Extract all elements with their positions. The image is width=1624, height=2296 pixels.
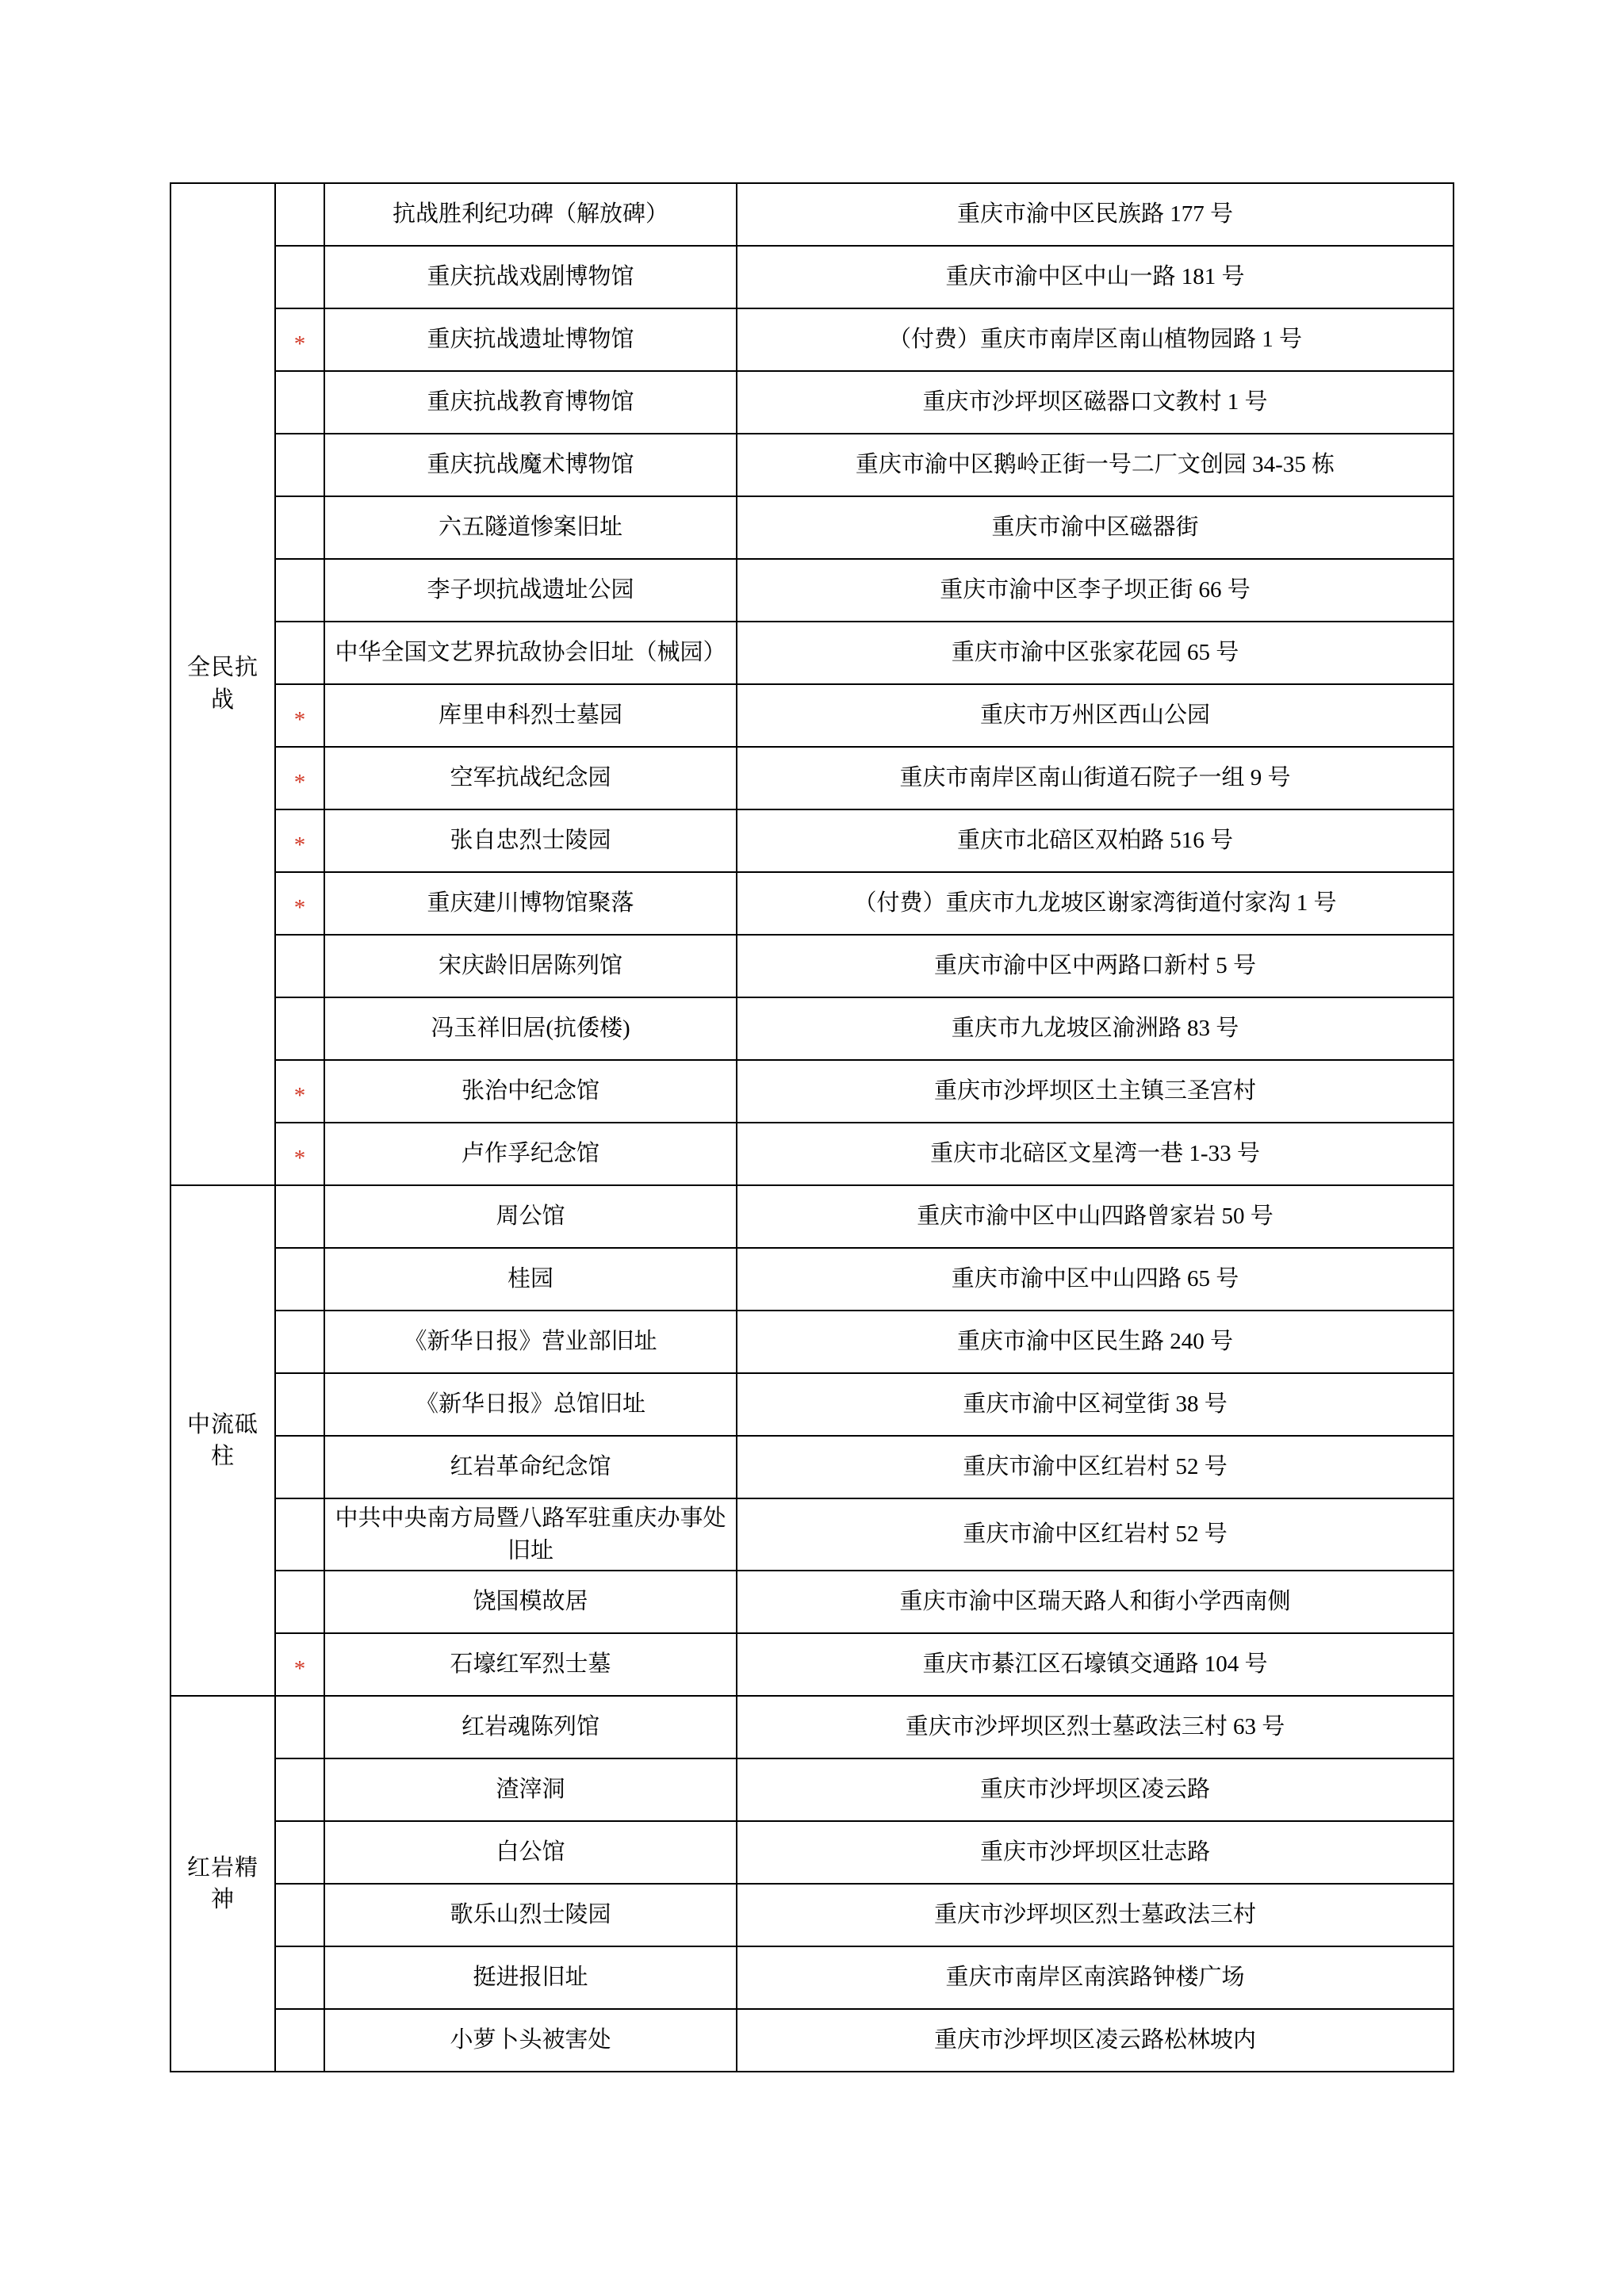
site-name-cell: 冯玉祥旧居(抗倭楼) bbox=[324, 997, 737, 1060]
star-empty-cell bbox=[275, 1436, 324, 1498]
site-address-cell: 重庆市渝中区中山四路曾家岩 50 号 bbox=[737, 1185, 1454, 1248]
site-name-cell: 张自忠烈士陵园 bbox=[324, 809, 737, 872]
table-row bbox=[170, 1248, 1454, 1311]
site-address-cell: 重庆市渝中区祠堂街 38 号 bbox=[737, 1373, 1454, 1436]
star-empty-cell bbox=[275, 1248, 324, 1311]
site-address-cell: 重庆市北碚区文星湾一巷 1-33 号 bbox=[737, 1123, 1454, 1185]
table-row bbox=[170, 434, 1454, 496]
site-address-cell: 重庆市渝中区红岩村 52 号 bbox=[737, 1498, 1454, 1571]
site-name-cell: 重庆建川博物馆聚落 bbox=[324, 872, 737, 935]
site-address-cell: 重庆市沙坪坝区凌云路松林坡内 bbox=[737, 2009, 1454, 2072]
site-address-cell: 重庆市沙坪坝区土主镇三圣宫村 bbox=[737, 1060, 1454, 1123]
site-address-cell: （付费）重庆市九龙坡区谢家湾街道付家沟 1 号 bbox=[737, 872, 1454, 935]
site-name-cell: 挺进报旧址 bbox=[324, 1946, 737, 2009]
table-row bbox=[170, 1884, 1454, 1946]
asterisk-icon: * bbox=[293, 331, 306, 358]
site-address-cell: 重庆市南岸区南滨路钟楼广场 bbox=[737, 1946, 1454, 2009]
table-row bbox=[170, 308, 1454, 371]
table-row bbox=[170, 1436, 1454, 1498]
site-name-cell: 红岩革命纪念馆 bbox=[324, 1436, 737, 1498]
star-empty-cell bbox=[275, 935, 324, 997]
site-name-cell: 红岩魂陈列馆 bbox=[324, 1696, 737, 1758]
site-address-cell: 重庆市沙坪坝区烈士墓政法三村 63 号 bbox=[737, 1696, 1454, 1758]
site-address-cell: 重庆市渝中区鹅岭正街一号二厂文创园 34-35 栋 bbox=[737, 434, 1454, 496]
site-name-cell: 重庆抗战遗址博物馆 bbox=[324, 308, 737, 371]
star-empty-cell bbox=[275, 1498, 324, 1571]
site-name-cell: 石壕红军烈士墓 bbox=[324, 1633, 737, 1696]
star-empty-cell bbox=[275, 559, 324, 622]
table-row bbox=[170, 1373, 1454, 1436]
site-name-cell: 抗战胜利纪功碑（解放碑） bbox=[324, 183, 737, 246]
site-address-cell: 重庆市渝中区红岩村 52 号 bbox=[737, 1436, 1454, 1498]
asterisk-icon: * bbox=[293, 832, 306, 859]
star-marker-cell bbox=[275, 1633, 324, 1696]
star-empty-cell bbox=[275, 246, 324, 308]
star-empty-cell bbox=[275, 496, 324, 559]
site-name-cell: 《新华日报》总馆旧址 bbox=[324, 1373, 737, 1436]
category-cell: 红岩精神 bbox=[170, 1696, 275, 2072]
star-marker-cell bbox=[275, 1060, 324, 1123]
site-name-cell: 六五隧道惨案旧址 bbox=[324, 496, 737, 559]
star-marker-cell bbox=[275, 1123, 324, 1185]
table-row bbox=[170, 684, 1454, 747]
site-name-cell: 白公馆 bbox=[324, 1821, 737, 1884]
category-cell: 全民抗战 bbox=[170, 183, 275, 1185]
star-empty-cell bbox=[275, 1571, 324, 1633]
table-row bbox=[170, 1060, 1454, 1123]
star-empty-cell bbox=[275, 622, 324, 684]
star-marker-cell bbox=[275, 308, 324, 371]
star-empty-cell bbox=[275, 997, 324, 1060]
star-empty-cell bbox=[275, 1884, 324, 1946]
site-address-cell: 重庆市南岸区南山街道石院子一组 9 号 bbox=[737, 747, 1454, 809]
site-name-cell: 歌乐山烈士陵园 bbox=[324, 1884, 737, 1946]
table-row bbox=[170, 1123, 1454, 1185]
site-address-cell: 重庆市綦江区石壕镇交通路 104 号 bbox=[737, 1633, 1454, 1696]
site-address-cell: 重庆市渝中区中两路口新村 5 号 bbox=[737, 935, 1454, 997]
table-row bbox=[170, 872, 1454, 935]
asterisk-icon: * bbox=[293, 1146, 306, 1172]
site-name-cell: 重庆抗战魔术博物馆 bbox=[324, 434, 737, 496]
table-row bbox=[170, 246, 1454, 308]
table-row bbox=[170, 747, 1454, 809]
table-row bbox=[170, 1311, 1454, 1373]
table-row bbox=[170, 183, 1454, 246]
asterisk-icon: * bbox=[293, 1656, 306, 1682]
site-address-cell: 重庆市渝中区瑞天路人和街小学西南侧 bbox=[737, 1571, 1454, 1633]
star-empty-cell bbox=[275, 1311, 324, 1373]
site-name-cell: 桂园 bbox=[324, 1248, 737, 1311]
star-empty-cell bbox=[275, 1946, 324, 2009]
site-address-cell: 重庆市沙坪坝区烈士墓政法三村 bbox=[737, 1884, 1454, 1946]
site-address-cell: 重庆市渝中区中山一路 181 号 bbox=[737, 246, 1454, 308]
site-address-cell: 重庆市九龙坡区渝洲路 83 号 bbox=[737, 997, 1454, 1060]
table-row bbox=[170, 2009, 1454, 2072]
table-row bbox=[170, 1185, 1454, 1248]
sites-table bbox=[170, 182, 1454, 2072]
table-row bbox=[170, 371, 1454, 434]
table-row bbox=[170, 622, 1454, 684]
site-name-cell: 中共中央南方局暨八路军驻重庆办事处旧址 bbox=[324, 1498, 737, 1571]
asterisk-icon: * bbox=[293, 1083, 306, 1109]
site-name-cell: 卢作孚纪念馆 bbox=[324, 1123, 737, 1185]
table-row bbox=[170, 997, 1454, 1060]
site-name-cell: 重庆抗战教育博物馆 bbox=[324, 371, 737, 434]
table-row bbox=[170, 1758, 1454, 1821]
category-cell: 中流砥柱 bbox=[170, 1185, 275, 1696]
table-row bbox=[170, 1946, 1454, 2009]
table-row bbox=[170, 496, 1454, 559]
site-address-cell: （付费）重庆市南岸区南山植物园路 1 号 bbox=[737, 308, 1454, 371]
site-address-cell: 重庆市渝中区张家花园 65 号 bbox=[737, 622, 1454, 684]
site-name-cell: 小萝卜头被害处 bbox=[324, 2009, 737, 2072]
table-row bbox=[170, 1821, 1454, 1884]
table-row bbox=[170, 1571, 1454, 1633]
site-address-cell: 重庆市渝中区民生路 240 号 bbox=[737, 1311, 1454, 1373]
site-address-cell: 重庆市渝中区磁器街 bbox=[737, 496, 1454, 559]
table-row bbox=[170, 559, 1454, 622]
star-empty-cell bbox=[275, 371, 324, 434]
site-name-cell: 李子坝抗战遗址公园 bbox=[324, 559, 737, 622]
table-row bbox=[170, 809, 1454, 872]
site-name-cell: 渣滓洞 bbox=[324, 1758, 737, 1821]
site-address-cell: 重庆市渝中区民族路 177 号 bbox=[737, 183, 1454, 246]
table-body bbox=[170, 183, 1454, 2072]
table-row bbox=[170, 1696, 1454, 1758]
site-name-cell: 空军抗战纪念园 bbox=[324, 747, 737, 809]
site-address-cell: 重庆市北碚区双柏路 516 号 bbox=[737, 809, 1454, 872]
table-row bbox=[170, 1633, 1454, 1696]
site-address-cell: 重庆市渝中区李子坝正街 66 号 bbox=[737, 559, 1454, 622]
star-empty-cell bbox=[275, 1758, 324, 1821]
asterisk-icon: * bbox=[293, 707, 306, 733]
star-empty-cell bbox=[275, 1821, 324, 1884]
star-empty-cell bbox=[275, 1185, 324, 1248]
site-address-cell: 重庆市渝中区中山四路 65 号 bbox=[737, 1248, 1454, 1311]
site-name-cell: 《新华日报》营业部旧址 bbox=[324, 1311, 737, 1373]
site-name-cell: 宋庆龄旧居陈列馆 bbox=[324, 935, 737, 997]
site-address-cell: 重庆市万州区西山公园 bbox=[737, 684, 1454, 747]
site-name-cell: 库里申科烈士墓园 bbox=[324, 684, 737, 747]
site-name-cell: 饶国模故居 bbox=[324, 1571, 737, 1633]
site-name-cell: 周公馆 bbox=[324, 1185, 737, 1248]
star-empty-cell bbox=[275, 2009, 324, 2072]
site-name-cell: 中华全国文艺界抗敌协会旧址（械园） bbox=[324, 622, 737, 684]
star-marker-cell bbox=[275, 872, 324, 935]
site-name-cell: 张治中纪念馆 bbox=[324, 1060, 737, 1123]
star-marker-cell bbox=[275, 747, 324, 809]
asterisk-icon: * bbox=[293, 895, 306, 921]
table-row bbox=[170, 1498, 1454, 1571]
star-empty-cell bbox=[275, 434, 324, 496]
star-empty-cell bbox=[275, 1696, 324, 1758]
table-row bbox=[170, 935, 1454, 997]
site-address-cell: 重庆市沙坪坝区凌云路 bbox=[737, 1758, 1454, 1821]
star-empty-cell bbox=[275, 183, 324, 246]
site-address-cell: 重庆市沙坪坝区壮志路 bbox=[737, 1821, 1454, 1884]
star-marker-cell bbox=[275, 684, 324, 747]
star-marker-cell bbox=[275, 809, 324, 872]
site-address-cell: 重庆市沙坪坝区磁器口文教村 1 号 bbox=[737, 371, 1454, 434]
site-name-cell: 重庆抗战戏剧博物馆 bbox=[324, 246, 737, 308]
asterisk-icon: * bbox=[293, 770, 306, 796]
star-empty-cell bbox=[275, 1373, 324, 1436]
